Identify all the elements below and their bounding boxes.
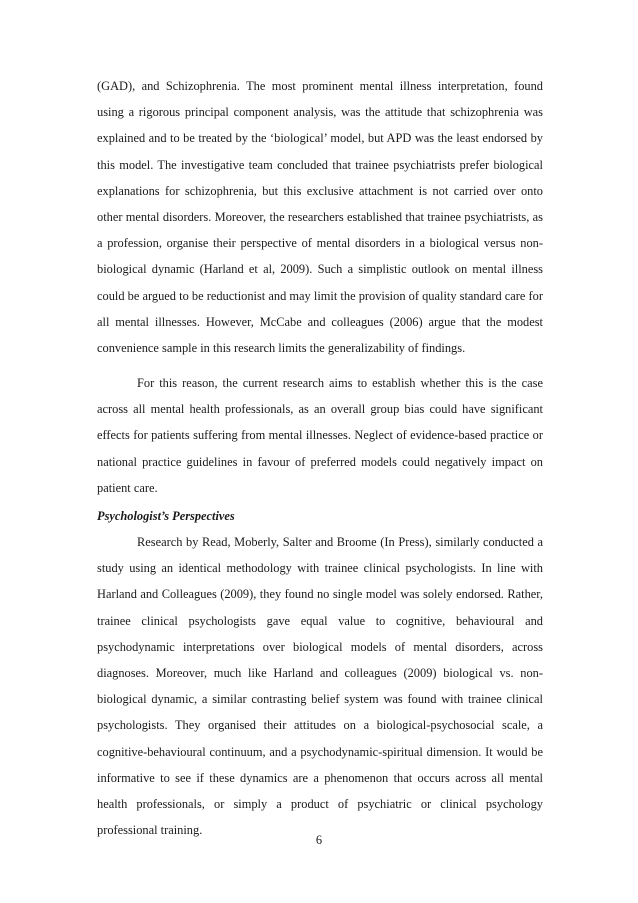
section-heading: Psychologist’s Perspectives	[97, 509, 235, 523]
paragraph-current-research-aims: For this reason, the current research aims to establish whether this is the case across all mental health professionals, as an overall group bias could have significant effects for patients suffering from mental illnesses. Neglect of evidence-based practice or national practice guidelines in favour of preferred models could negatively impact on patient care.	[97, 376, 543, 495]
paragraph-harland-findings: (GAD), and Schizophrenia. The most prominent mental illness interpretation, found using a rigorous principal component analysis, was the attitude that schizophrenia was explained and to be treated by the ‘biological’ model, but APD was the least endorsed by this model. The investigative team concluded that trainee psychiatrists prefer biological explanations for schizophrenia, but this exclusive attachment is not carried over onto other mental disorders. Moreover, the researchers established that trainee psychiatrists, as a profession, organise their perspective of mental disorders in a biological versus non-biological dynamic (Harland et al, 2009). Such a simplistic outlook on mental illness could be argued to be reductionist and may limit the provision of quality standard care for all mental illnesses. However, McCabe and colleagues (2006) argue that the modest convenience sample in this research limits the generalizability of findings.	[97, 79, 543, 356]
paragraph-psychologists-perspectives: Research by Read, Moberly, Salter and Broome (In Press), similarly conducted a study using an identical methodology with trainee clinical psychologists. In line with Harland and Colleagues (2009), they found no single model was solely endorsed. Rather, trainee clinical psychologists gave equal value to cognitive, behavioural and psychodynamic interpretations over biological models of mental disorders, across diagnoses. Moreover, much like Harland and colleagues (2009) biological vs. non-biological dynamic, a similar contrasting belief system was found with trainee clinical psychologists. They organised their attitudes on a biological-psychosocial scale, a cognitive-behavioural continuum, and a psychodynamic-spiritual dimension. It would be informative to see if these dynamics are a phenomenon that occurs across all mental health professionals, or simply a product of psychiatric or clinical psychology professional training.	[97, 535, 543, 838]
page-number: 6	[315, 833, 323, 847]
